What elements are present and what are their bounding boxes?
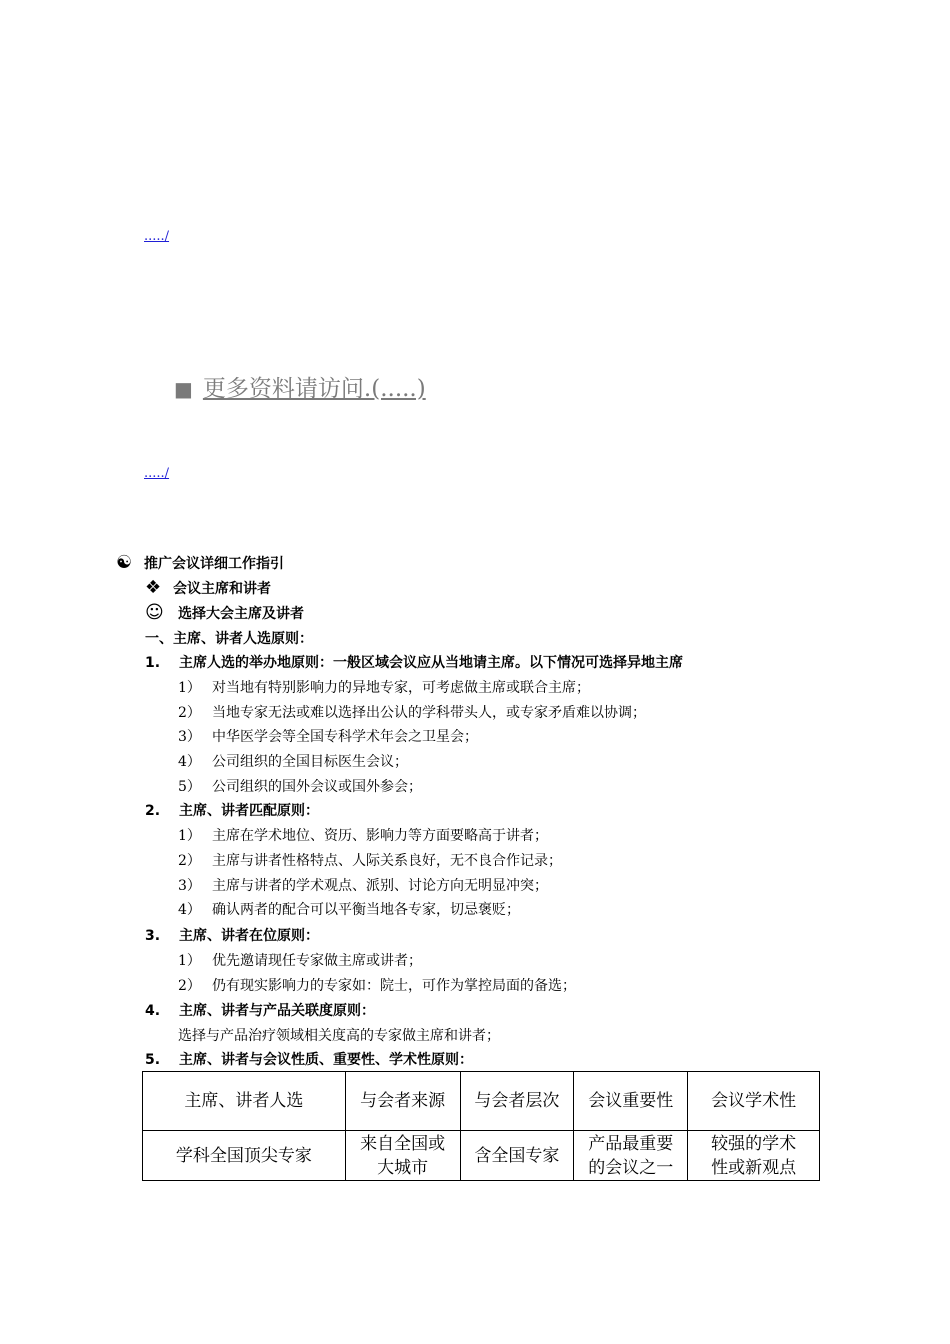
list-item: 2） 当地专家无法或难以选择出公认的学科带头人，或专家矛盾难以协调； bbox=[178, 705, 646, 721]
heading-level-2 bbox=[145, 577, 271, 598]
smiley-icon: ☺ bbox=[145, 602, 164, 623]
promo-text[interactable]: 更多资料请访问.(.....) bbox=[202, 376, 426, 402]
section-1-title bbox=[145, 652, 683, 672]
list-item: 2） 仍有现实影响力的专家如：院士，可作为掌控局面的备选； bbox=[178, 978, 576, 994]
table-row bbox=[143, 1131, 820, 1181]
table-cell: 产品最重要 的会议之一 bbox=[574, 1131, 688, 1181]
list-item: 3） 中华医学会等全国专科学术年会之卫星会； bbox=[178, 729, 478, 745]
list-item: 2） 主席与讲者性格特点、人际关系良好，无不良合作记录； bbox=[178, 853, 562, 869]
heading-level-3 bbox=[145, 602, 304, 623]
heading-level-1 bbox=[116, 552, 284, 573]
section-number: 2. bbox=[145, 803, 161, 819]
heading-level-1-text: 推广会议详细工作指引 bbox=[144, 556, 284, 572]
section-2-title bbox=[145, 800, 319, 820]
section-title-text: 主席、讲者与会议性质、重要性、学术性原则： bbox=[179, 1052, 473, 1068]
table-cell: 较强的学术 性或新观点 bbox=[688, 1131, 820, 1181]
section-title-text: 主席人选的举办地原则：一般区域会议应从当地请主席。以下情况可选择异地主席 bbox=[179, 655, 683, 671]
section-title-text: 主席、讲者在位原则： bbox=[179, 928, 319, 944]
list-item: 4） 确认两者的配合可以平衡当地各专家，切忌褒贬； bbox=[178, 902, 520, 918]
section-4-note: 选择与产品治疗领域相关度高的专家做主席和讲者； bbox=[178, 1028, 500, 1044]
promo-line[interactable] bbox=[174, 370, 426, 403]
section-number: 5. bbox=[145, 1052, 161, 1068]
square-bullet-icon: ■ bbox=[174, 377, 193, 401]
section-number: 3. bbox=[145, 928, 161, 944]
section-number: 4. bbox=[145, 1003, 161, 1019]
table-header-cell: 会议重要性 bbox=[574, 1072, 688, 1131]
table-header-row bbox=[143, 1072, 820, 1131]
list-item: 1） 对当地有特别影响力的异地专家，可考虑做主席或联合主席； bbox=[178, 680, 590, 696]
yin-yang-icon: ☯ bbox=[116, 552, 133, 573]
table-header-cell: 与会者层次 bbox=[460, 1072, 574, 1131]
heading-level-3-text: 选择大会主席及讲者 bbox=[178, 606, 304, 622]
table-header-cell: 主席、讲者人选 bbox=[143, 1072, 346, 1131]
heading-level-4: 一、主席、讲者人选原则： bbox=[145, 631, 313, 647]
section-number: 1. bbox=[145, 655, 161, 671]
section-title-text: 主席、讲者匹配原则： bbox=[179, 803, 319, 819]
section-5-title bbox=[145, 1049, 473, 1069]
table-cell: 含全国专家 bbox=[460, 1131, 574, 1181]
list-item: 1） 主席在学术地位、资历、影响力等方面要略高于讲者； bbox=[178, 828, 548, 844]
table-header-cell: 会议学术性 bbox=[688, 1072, 820, 1131]
section-3-title bbox=[145, 925, 319, 945]
section-4-title bbox=[145, 1000, 375, 1020]
table-header-cell: 与会者来源 bbox=[345, 1072, 460, 1131]
list-item: 5） 公司组织的国外会议或国外参会； bbox=[178, 779, 422, 795]
top-link[interactable]: ...../ bbox=[144, 229, 170, 244]
table-cell: 学科全国顶尖专家 bbox=[143, 1131, 346, 1181]
list-item: 4） 公司组织的全国目标医生会议； bbox=[178, 754, 408, 770]
list-item: 1） 优先邀请现任专家做主席或讲者； bbox=[178, 953, 422, 969]
heading-level-2-text: 会议主席和讲者 bbox=[173, 581, 271, 597]
criteria-table bbox=[142, 1071, 820, 1181]
table-cell: 来自全国或 大城市 bbox=[345, 1131, 460, 1181]
bottom-link[interactable]: ...../ bbox=[144, 466, 170, 481]
list-item: 3） 主席与讲者的学术观点、派别、讨论方向无明显冲突； bbox=[178, 878, 548, 894]
diamond-bullet-icon: ❖ bbox=[145, 577, 162, 598]
section-title-text: 主席、讲者与产品关联度原则： bbox=[179, 1003, 375, 1019]
